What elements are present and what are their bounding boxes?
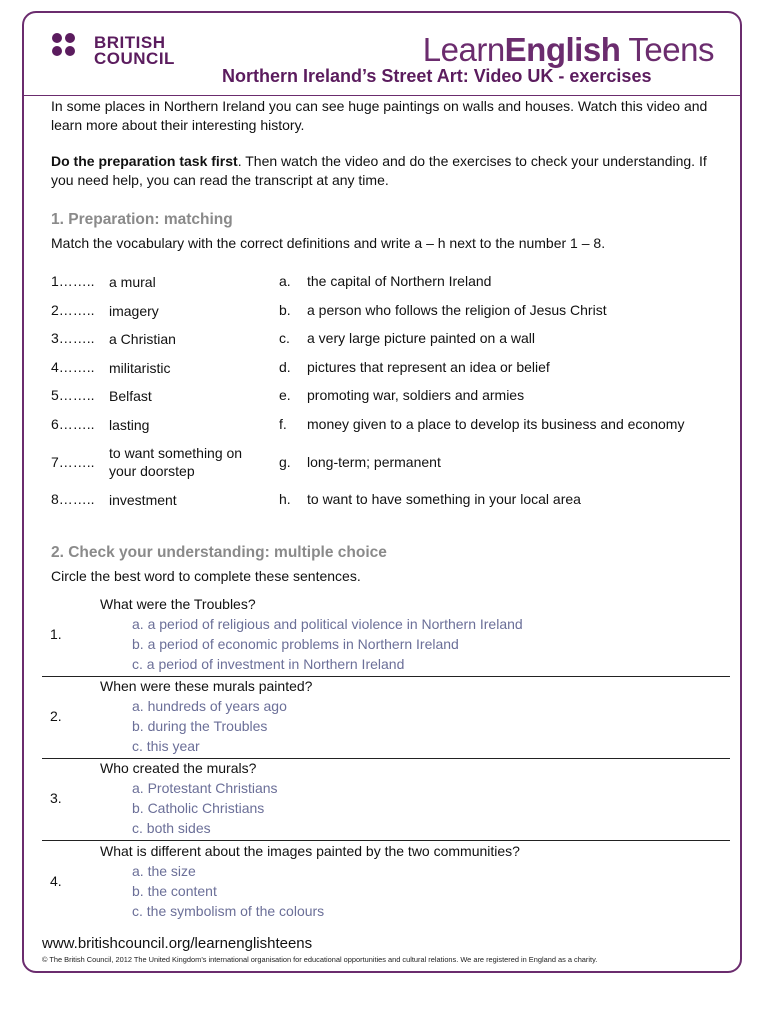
answer-option[interactable]: b. the content (132, 883, 217, 899)
question-number: 1. (50, 626, 62, 642)
answer-option[interactable]: a. the size (132, 863, 196, 879)
british-council-logo (52, 33, 175, 69)
learnenglish-teens-brand: LearnEnglish Teens (422, 31, 714, 68)
answer-option[interactable]: c. both sides (132, 820, 211, 836)
answer-blank[interactable]: 3…….. (51, 330, 95, 346)
definition-text: promoting war, soldiers and armies (307, 387, 525, 403)
vocab-word: Belfast (109, 388, 152, 404)
definition-letter: d. (279, 359, 291, 375)
answer-blank[interactable]: 7…….. (51, 454, 95, 470)
answer-blank[interactable]: 6…….. (51, 416, 95, 432)
section1-instruction: Match the vocabulary with the correct definitions and write a – h next to the number 1 – 8. (51, 235, 606, 251)
footer-legal: © The British Council, 2012 The United Kingdom’s international organisation for educational opportunities and cultural relations. We are registered in England as a charity. (42, 955, 598, 964)
answer-option[interactable]: a. hundreds of years ago (132, 698, 287, 714)
definition-letter: g. (279, 454, 291, 470)
vocab-word: to want something on your doorstep (109, 445, 243, 479)
question-number: 3. (50, 790, 62, 806)
answer-option[interactable]: b. a period of economic problems in Northern Ireland (132, 636, 459, 652)
section2-instruction: Circle the best word to complete these sentences. (51, 568, 361, 584)
question-text: When were these murals painted? (100, 678, 313, 694)
definition-letter: c. (279, 330, 290, 346)
header (24, 13, 740, 93)
definition-text: money given to a place to develop its business and economy (307, 416, 685, 432)
answer-option[interactable]: a. Protestant Christians (132, 780, 278, 796)
answer-option[interactable]: c. the symbolism of the colours (132, 903, 325, 919)
question-divider (42, 676, 730, 677)
vocab-word: a Christian (109, 331, 176, 347)
footer-url[interactable]: www.britishcouncil.org/learnenglishteens (42, 935, 313, 952)
definition-text: a very large picture painted on a wall (307, 330, 536, 346)
definition-text: pictures that represent an idea or belief (307, 359, 550, 375)
vocab-word: militaristic (109, 360, 171, 376)
answer-blank[interactable]: 8…….. (51, 491, 95, 507)
definition-letter: b. (279, 302, 291, 318)
answer-option[interactable]: c. a period of investment in Northern Ireland (132, 656, 405, 672)
answer-blank[interactable]: 4…….. (51, 359, 95, 375)
answer-blank[interactable]: 2…….. (51, 302, 95, 318)
definition-letter: h. (279, 491, 291, 507)
question-text: What is different about the images painted by the two communities? (100, 843, 520, 859)
vocab-word: imagery (109, 303, 159, 319)
answer-option[interactable]: c. this year (132, 738, 200, 754)
definition-letter: e. (279, 387, 291, 403)
section2-heading: 2. Check your understanding: multiple choice (51, 544, 387, 561)
answer-blank[interactable]: 1…….. (51, 273, 95, 289)
logo-dots-icon (52, 33, 88, 69)
logo-line-1: BRITISH (94, 33, 166, 52)
vocab-word: investment (109, 492, 177, 508)
page-title: Northern Ireland’s Street Art: Video UK - exercises (222, 66, 652, 86)
question-text: What were the Troubles? (100, 596, 256, 612)
question-text: Who created the murals? (100, 760, 257, 776)
definition-text: long-term; permanent (307, 454, 441, 470)
worksheet-frame (22, 11, 742, 973)
definition-letter: f. (279, 416, 287, 432)
section1-heading: 1. Preparation: matching (51, 211, 233, 228)
answer-option[interactable]: a. a period of religious and political violence in Northern Ireland (132, 616, 523, 632)
question-number: 2. (50, 708, 62, 724)
intro-text: In some places in Northern Ireland you can see huge paintings on walls and houses. Watch this video and learn more about their interesting history. (51, 98, 708, 133)
header-divider (24, 95, 740, 96)
definition-text: to want to have something in your local area (307, 491, 581, 507)
question-divider (42, 758, 730, 759)
prep-note: Do the preparation task first. Then watch the video and do the exercises to check your understanding. If you need help, you can read the transcript at any time. (51, 153, 707, 188)
answer-option[interactable]: b. during the Troubles (132, 718, 268, 734)
definition-text: the capital of Northern Ireland (307, 273, 492, 289)
definition-letter: a. (279, 273, 291, 289)
logo-line-2: COUNCIL (94, 49, 175, 68)
definition-text: a person who follows the religion of Jesus Christ (307, 302, 607, 318)
vocab-word: a mural (109, 274, 156, 290)
answer-blank[interactable]: 5…….. (51, 387, 95, 403)
question-divider (42, 840, 730, 841)
vocab-word: lasting (109, 417, 150, 433)
answer-option[interactable]: b. Catholic Christians (132, 800, 265, 816)
question-number: 4. (50, 873, 62, 889)
